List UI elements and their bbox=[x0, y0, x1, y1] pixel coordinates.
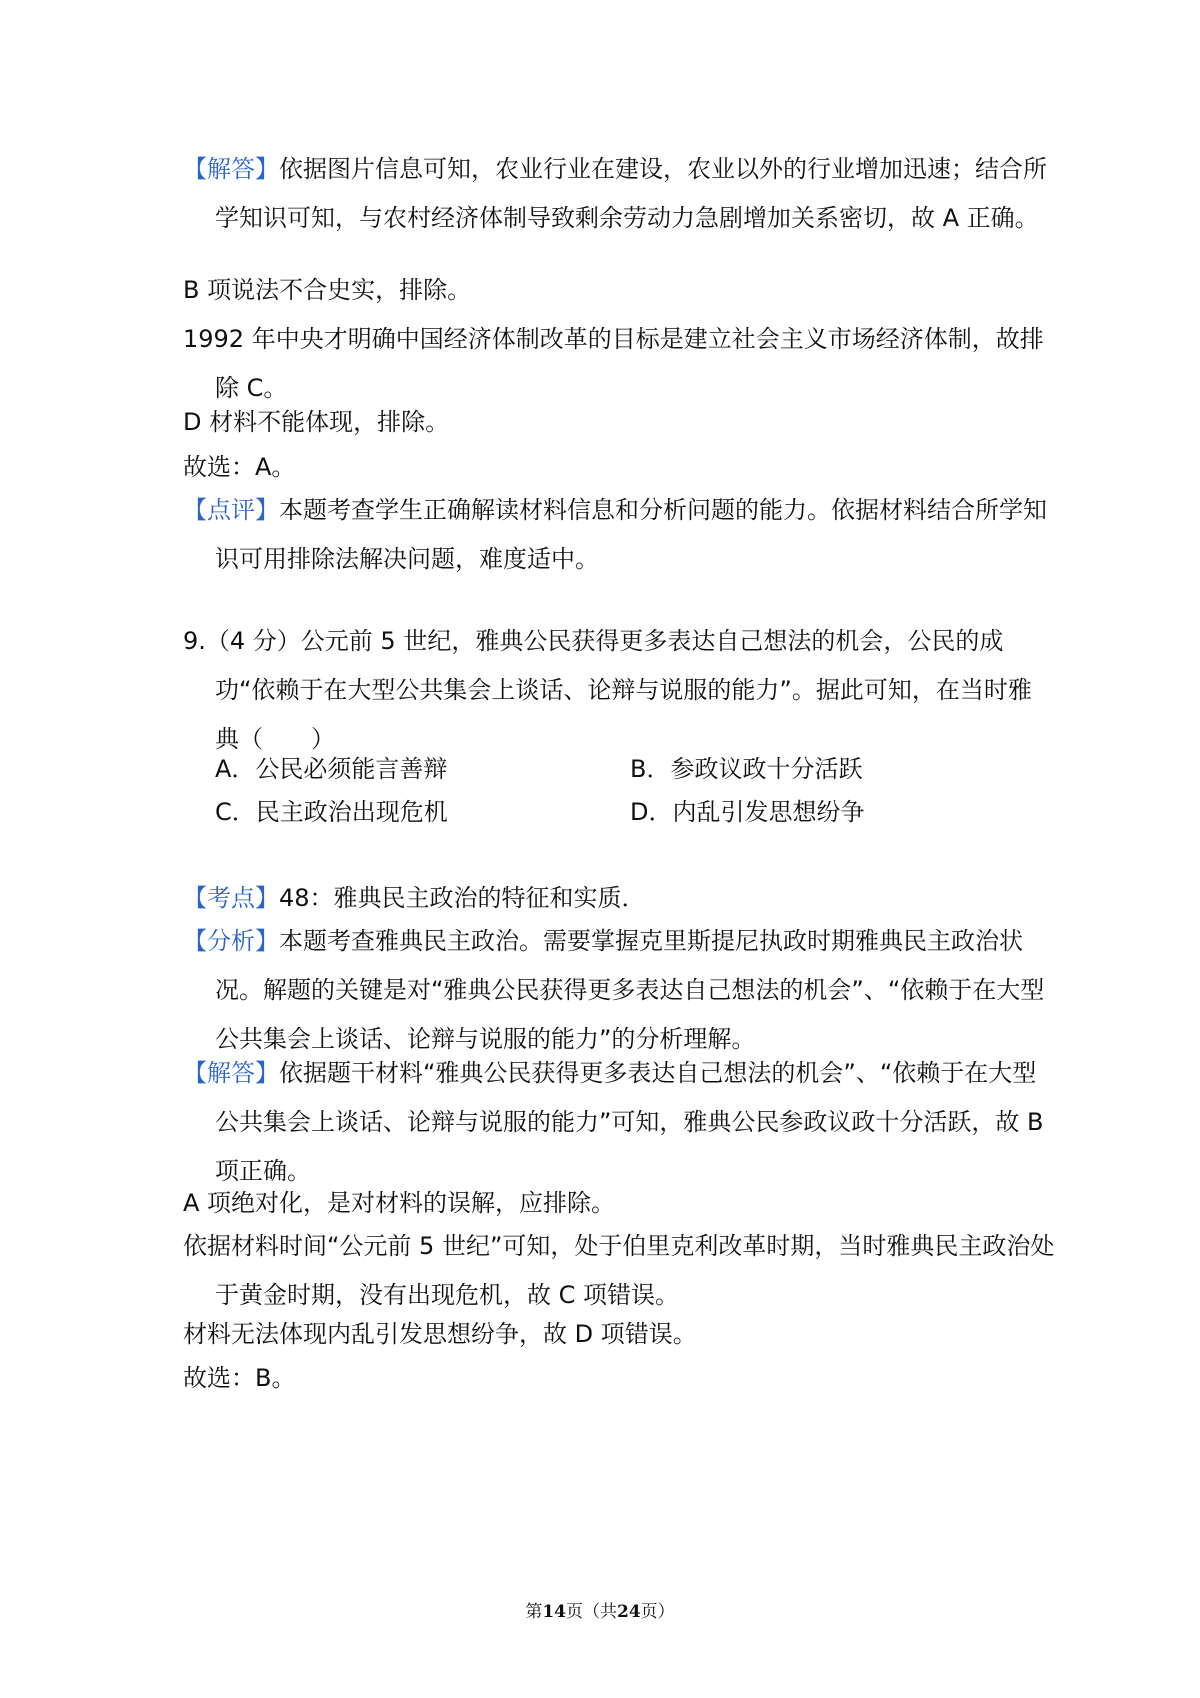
answer-tag-2: 【解答】 bbox=[183, 1059, 279, 1087]
point-tag: 【考点】 bbox=[183, 884, 279, 912]
option-b-note: B 项说法不合史实，排除。 bbox=[183, 276, 472, 304]
answer-paragraph-2 bbox=[183, 1049, 1055, 1196]
option-c-note-2: 依据材料时间“公元前 5 世纪”可知，处于伯里克利改革时期，当时雅典民主政治处于黄金时期，没有出现危机，故 C 项错误。 bbox=[183, 1232, 1055, 1309]
option-d-note: D 材料不能体现，排除。 bbox=[183, 408, 450, 436]
point-text: 48：雅典民主政治的特征和实质． bbox=[279, 884, 646, 912]
question-9-stem: 9.（4 分）公元前 5 世纪，雅典公民获得更多表达自己想法的机会，公民的成功“依赖于在大型公共集会上谈话、论辩与说服的能力”。据此可知，在当时雅典（ ） bbox=[183, 627, 1032, 753]
comment-text: 本题考查学生正确解读材料信息和分析问题的能力。依据材料结合所学知识可用排除法解决问题，难度适中。 bbox=[215, 496, 1047, 573]
comment-paragraph bbox=[183, 486, 1055, 584]
analysis-tag: 【分析】 bbox=[183, 927, 279, 955]
footer-page-number: 14 bbox=[542, 1602, 566, 1622]
footer-suffix: 页） bbox=[640, 1602, 675, 1622]
option-c-note: 1992 年中央才明确中国经济体制改革的目标是建立社会主义市场经济体制，故排除 C。 bbox=[183, 325, 1044, 402]
analysis-paragraph bbox=[183, 917, 1055, 1064]
answer-paragraph-1 bbox=[183, 145, 1055, 243]
point-paragraph bbox=[183, 874, 1055, 923]
final-choice: 故选：A。 bbox=[183, 453, 296, 481]
option-a: A．公民必须能言善辩 bbox=[215, 755, 448, 783]
answer-text-2: 依据题干材料“雅典公民获得更多表达自己想法的机会”、“依赖于在大型公共集会上谈话、论辩与说服的能力”可知，雅典公民参政议政十分活跃，故 B 项正确。 bbox=[215, 1059, 1044, 1185]
comment-tag: 【点评】 bbox=[183, 496, 279, 524]
option-b: B．参政议政十分活跃 bbox=[630, 755, 863, 783]
footer-mid: 页（共 bbox=[566, 1602, 617, 1622]
option-a-note: A 项绝对化，是对材料的误解，应排除。 bbox=[183, 1189, 616, 1217]
analysis-text: 本题考查雅典民主政治。需要掌握克里斯提尼执政时期雅典民主政治状况。解题的关键是对“雅典公民获得更多表达自己想法的机会”、“依赖于在大型公共集会上谈话、论辩与说服的能力”的分析理解。 bbox=[215, 927, 1045, 1053]
option-d: D．内乱引发思想纷争 bbox=[630, 798, 865, 826]
final-choice-2: 故选：B。 bbox=[183, 1364, 296, 1392]
footer-total-pages: 24 bbox=[617, 1602, 641, 1622]
footer-prefix: 第 bbox=[525, 1602, 543, 1622]
option-c: C．民主政治出现危机 bbox=[215, 798, 448, 826]
page-footer bbox=[0, 1597, 1200, 1622]
option-d-note-2: 材料无法体现内乱引发思想纷争，故 D 项错误。 bbox=[183, 1320, 697, 1348]
answer-tag: 【解答】 bbox=[183, 155, 279, 183]
answer-text: 依据图片信息可知，农业行业在建设，农业以外的行业增加迅速；结合所学知识可知，与农村经济体制导致剩余劳动力急剧增加关系密切，故 A 正确。 bbox=[215, 155, 1047, 232]
